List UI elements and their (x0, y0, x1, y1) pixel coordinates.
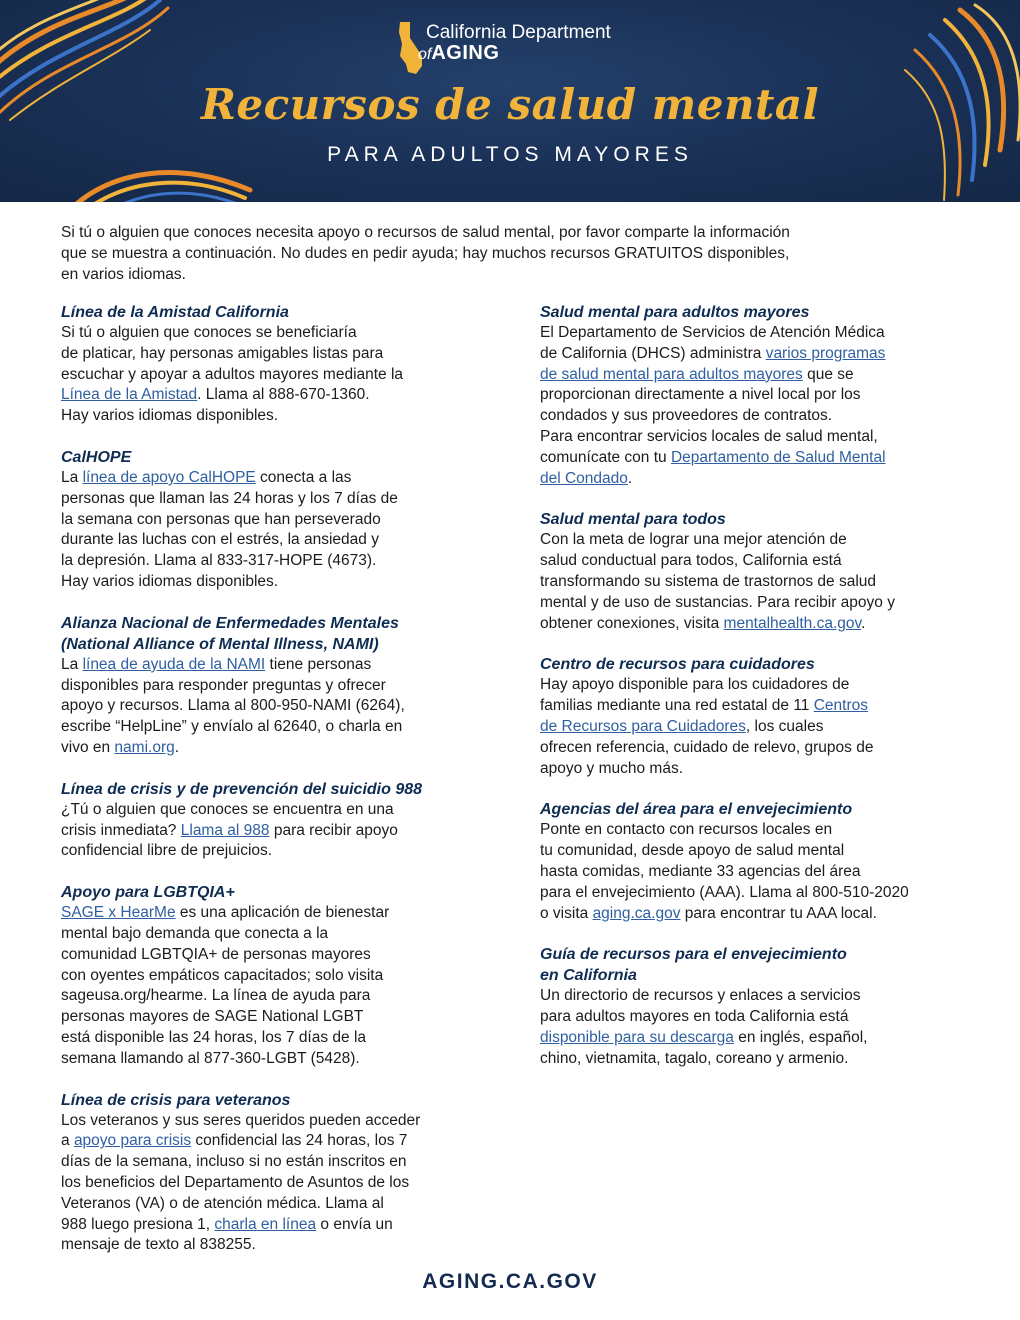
resource-section-crisis988 (61, 779, 501, 862)
text-segment: sageusa.org/hearme. La línea de ayuda para (61, 987, 371, 1005)
text-segment: Hay varios idiomas disponibles. (61, 407, 279, 425)
section-text-line (61, 551, 501, 572)
section-text-line (61, 1173, 501, 1194)
section-heading: CalHOPE (61, 448, 132, 466)
section-heading: Agencias del área para el envejecimiento (540, 801, 853, 819)
text-segment: la semana con personas que han perseverado (61, 510, 381, 528)
text-segment: Con la meta de lograr una mejor atención de (540, 531, 847, 549)
section-text-line (61, 1131, 501, 1152)
section-text-line (540, 904, 980, 925)
section-text-line (540, 1028, 980, 1049)
section-text-line (540, 738, 980, 759)
text-segment: para adultos mayores en toda California está (540, 1008, 849, 1026)
section-heading: Centro de recursos para cuidadores (540, 656, 815, 674)
resource-link[interactable]: mentalhealth.ca.gov (723, 614, 862, 632)
text-segment: obtener conexiones, visita (540, 614, 724, 632)
section-text-line (540, 530, 980, 551)
resource-link[interactable]: aging.ca.gov (592, 904, 681, 922)
section-text-line (61, 468, 501, 489)
section-text-line (540, 385, 980, 406)
text-segment: familias mediante una red estatal de 11 (540, 697, 814, 715)
section-text-line (61, 717, 501, 738)
text-segment: de platicar, hay personas amigables listas para (61, 344, 384, 362)
text-segment: para recibir apoyo (269, 821, 398, 839)
resource-section-calhope (61, 447, 501, 593)
text-segment: días de la semana, incluso si no están inscritos en (61, 1153, 407, 1171)
resource-link[interactable]: varios programas (765, 344, 886, 362)
resource-link[interactable]: Línea de la Amistad (61, 386, 198, 404)
text-segment: Hay apoyo disponible para los cuidadores de (540, 676, 850, 694)
text-segment: comunidad LGBTQIA+ de personas mayores (61, 945, 371, 963)
section-text-line (61, 903, 501, 924)
text-segment: transformando su sistema de trastornos de salud (540, 572, 877, 590)
section-text-line (540, 344, 980, 365)
text-segment: Hay varios idiomas disponibles. (61, 572, 279, 590)
section-text-line (540, 841, 980, 862)
logo-department-text: California Department (426, 22, 611, 43)
section-text-line (540, 883, 980, 904)
text-segment: . (627, 469, 633, 487)
text-segment: mensaje de texto al 838255. (61, 1236, 256, 1254)
text-segment: de California (DHCS) administra (540, 344, 766, 362)
text-segment: la depresión. Llama al 833-317-HOPE (4673). (61, 552, 377, 570)
text-segment: Si tú o alguien que conoces se beneficiaría (61, 324, 357, 341)
text-segment: El Departamento de Servicios de Atención Médica (540, 324, 885, 341)
text-segment: o envía un (316, 1215, 393, 1233)
section-text-line (540, 323, 980, 344)
section-heading: Salud mental para todos (540, 511, 726, 529)
section-text-line (61, 1028, 501, 1049)
resource-link[interactable]: disponible para su descarga (540, 1028, 734, 1046)
section-text-line (540, 448, 980, 469)
text-segment: Ponte en contacto con recursos locales en (540, 821, 833, 839)
text-segment: hasta comidas, mediante 33 agencias del área (540, 862, 861, 880)
section-text-line (540, 862, 980, 883)
text-segment: La (61, 655, 83, 673)
resource-link[interactable]: charla en línea (214, 1215, 317, 1233)
section-text-line (61, 945, 501, 966)
text-segment: los beneficios del Departamento de Asuntos de los (61, 1173, 410, 1191)
text-segment: chino, vietnamita, tagalo, coreano y armenio. (540, 1049, 849, 1067)
section-text-line (61, 821, 501, 842)
section-text-line (61, 385, 501, 406)
resource-link[interactable]: apoyo para crisis (73, 1132, 192, 1150)
text-segment: comunícate con tu (540, 448, 671, 466)
text-segment: con oyentes empáticos capacitados; solo visita (61, 966, 384, 984)
section-text-line (540, 427, 980, 448)
section-text-line (61, 1007, 501, 1028)
section-heading: Línea de crisis y de prevención del suicidio 988 (61, 780, 423, 798)
text-segment: 988 luego presiona 1, (61, 1215, 215, 1233)
section-text-line (61, 530, 501, 551)
resource-link[interactable]: Llama al 988 (180, 821, 270, 839)
resource-section-adultos-mayores (540, 302, 980, 489)
section-heading: Guía de recursos para el envejecimiento (540, 946, 847, 964)
text-segment: conecta a las (255, 468, 352, 486)
right-column (540, 302, 980, 1090)
section-text-line (540, 759, 980, 780)
section-heading: (National Alliance of Mental Illness, NAMI) (61, 635, 379, 653)
resource-section-nami (61, 613, 501, 759)
section-text-line (540, 1049, 980, 1070)
section-text-line (61, 1235, 501, 1256)
resource-section-amistad (61, 302, 501, 427)
text-segment: que se (802, 365, 854, 383)
text-segment: a (61, 1132, 74, 1150)
section-heading: Alianza Nacional de Enfermedades Mentales (61, 614, 399, 632)
section-text-line (61, 406, 501, 427)
intro-line: Si tú o alguien que conoces necesita apoyo o recursos de salud mental, por favor comparte la información (61, 224, 790, 241)
section-text-line (61, 696, 501, 717)
text-segment: Para encontrar servicios locales de salud mental, (540, 427, 878, 445)
section-text-line (61, 323, 501, 344)
text-segment: durante las luchas con el estrés, la ansiedad y (61, 531, 379, 549)
section-heading: Línea de la Amistad California (61, 304, 289, 321)
text-segment: para encontrar tu AAA local. (680, 904, 877, 922)
section-text-line (540, 572, 980, 593)
section-text-line (540, 469, 980, 490)
section-text-line (540, 1007, 980, 1028)
section-text-line (540, 551, 980, 572)
section-heading: Apoyo para LGBTQIA+ (61, 884, 235, 902)
text-segment: o visita (540, 904, 593, 922)
text-segment: tiene personas (265, 655, 372, 673)
text-segment: . (861, 614, 866, 632)
resource-section-agencias (540, 799, 980, 924)
section-text-line (540, 593, 980, 614)
text-segment: confidencial las 24 horas, los 7 (191, 1132, 408, 1150)
resource-link[interactable]: SAGE x HearMe (61, 904, 176, 922)
text-segment: tu comunidad, desde apoyo de salud mental (540, 842, 845, 860)
section-text-line (61, 1049, 501, 1070)
resource-section-veteranos (61, 1090, 501, 1257)
section-text-line (540, 406, 980, 427)
text-segment: apoyo y mucho más. (540, 759, 684, 777)
resource-link[interactable]: de salud mental para adultos mayores (540, 365, 803, 383)
resource-link[interactable]: del Condado (540, 469, 628, 487)
text-segment: disponibles para responder preguntas y ofrecer (61, 676, 386, 694)
text-segment: Los veteranos y sus seres queridos pueden acceder (61, 1111, 421, 1129)
section-text-line (61, 572, 501, 593)
text-segment: confidencial libre de prejuicios. (61, 842, 273, 860)
text-segment: , los cuales (745, 717, 824, 735)
section-text-line (540, 717, 980, 738)
text-segment: para el envejecimiento (AAA). Llama al 800-510-2020 (540, 883, 909, 901)
section-text-line (61, 800, 501, 821)
section-heading: en California (540, 967, 637, 985)
text-segment: ¿Tú o alguien que conoces se encuentra en una (61, 800, 394, 818)
text-segment: Un directorio de recursos y enlaces a servicios (540, 987, 861, 1005)
page-subtitle: PARA ADULTOS MAYORES (327, 143, 693, 166)
section-text-line (61, 1215, 501, 1236)
text-segment: . Llama al 888-670-1360. (197, 386, 370, 404)
section-text-line (540, 365, 980, 386)
text-segment: proporcionan directamente a nivel local por los (540, 386, 861, 404)
section-text-line (61, 1111, 501, 1132)
text-segment: . (174, 738, 180, 756)
section-text-line (61, 841, 501, 862)
section-text-line (61, 489, 501, 510)
resource-link[interactable]: Centros (813, 697, 868, 715)
resource-link[interactable]: de Recursos para Cuidadores (540, 717, 746, 735)
resource-link[interactable]: línea de ayuda de la NAMI (82, 655, 266, 673)
text-segment: mental y de uso de sustancias. Para recibir apoyo y (540, 593, 895, 611)
cda-logo[interactable] (398, 18, 638, 78)
resource-link[interactable]: nami.org (114, 738, 175, 756)
text-segment: en inglés, español, (733, 1028, 868, 1046)
resource-link[interactable]: Departamento de Salud Mental (670, 448, 886, 466)
text-segment: condados y sus proveedores de contratos. (540, 407, 833, 425)
section-text-line (540, 986, 980, 1007)
section-text-line (61, 738, 501, 759)
footer-website[interactable]: AGING.CA.GOV (422, 1270, 598, 1293)
section-text-line (540, 696, 980, 717)
section-text-line (61, 986, 501, 1007)
section-text-line (61, 365, 501, 386)
text-segment: semana llamando al 877-360-LGBT (5428). (61, 1049, 360, 1067)
section-text-line (61, 1152, 501, 1173)
intro-line: en varios idiomas. (61, 266, 186, 283)
section-heading: Salud mental para adultos mayores (540, 304, 810, 321)
header-banner (0, 0, 1020, 202)
text-segment: apoyo y recursos. Llama al 800-950-NAMI (6264), (61, 697, 405, 715)
section-text-line (61, 1194, 501, 1215)
section-text-line (61, 655, 501, 676)
section-text-line (540, 614, 980, 635)
text-segment: vivo en (61, 738, 115, 756)
text-segment: Veteranos (VA) o de atención médica. Llama al (61, 1194, 384, 1212)
intro-line: que se muestra a continuación. No dudes en pedir ayuda; hay muchos recursos GRATUITOS disponibles, (61, 245, 790, 262)
text-segment: personas mayores de SAGE National LGBT (61, 1008, 364, 1026)
section-text-line (61, 676, 501, 697)
section-text-line (61, 344, 501, 365)
intro-paragraph (61, 222, 961, 285)
text-segment: ofrecen referencia, cuidado de relevo, grupos de (540, 738, 874, 756)
text-segment: personas que llaman las 24 horas y los 7 días de (61, 489, 398, 507)
logo-aging-text: ofAGING (418, 42, 500, 64)
text-segment: mental bajo demanda que conecta a la (61, 924, 329, 942)
text-segment: escuchar y apoyar a adultos mayores mediante la (61, 365, 404, 383)
page-title: Recursos de salud mental (200, 80, 820, 129)
resource-section-lgbtqia (61, 882, 501, 1069)
resource-section-cuidadores (540, 654, 980, 779)
text-segment: La (61, 468, 83, 486)
section-text-line (540, 675, 980, 696)
text-segment: crisis inmediata? (61, 821, 181, 839)
section-text-line (540, 820, 980, 841)
resource-section-guia (540, 944, 980, 1069)
section-text-line (61, 966, 501, 987)
text-segment: está disponible las 24 horas, los 7 días de la (61, 1028, 367, 1046)
left-column (61, 302, 501, 1276)
resource-link[interactable]: línea de apoyo CalHOPE (82, 468, 256, 486)
resource-section-todos (540, 509, 980, 634)
text-segment: escribe “HelpLine” y envíalo al 62640, o charla en (61, 718, 403, 736)
text-segment: salud conductual para todos, California está (540, 552, 842, 570)
text-segment: es una aplicación de bienestar (175, 904, 390, 922)
section-text-line (61, 924, 501, 945)
section-heading: Línea de crisis para veteranos (61, 1091, 291, 1109)
section-text-line (61, 510, 501, 531)
